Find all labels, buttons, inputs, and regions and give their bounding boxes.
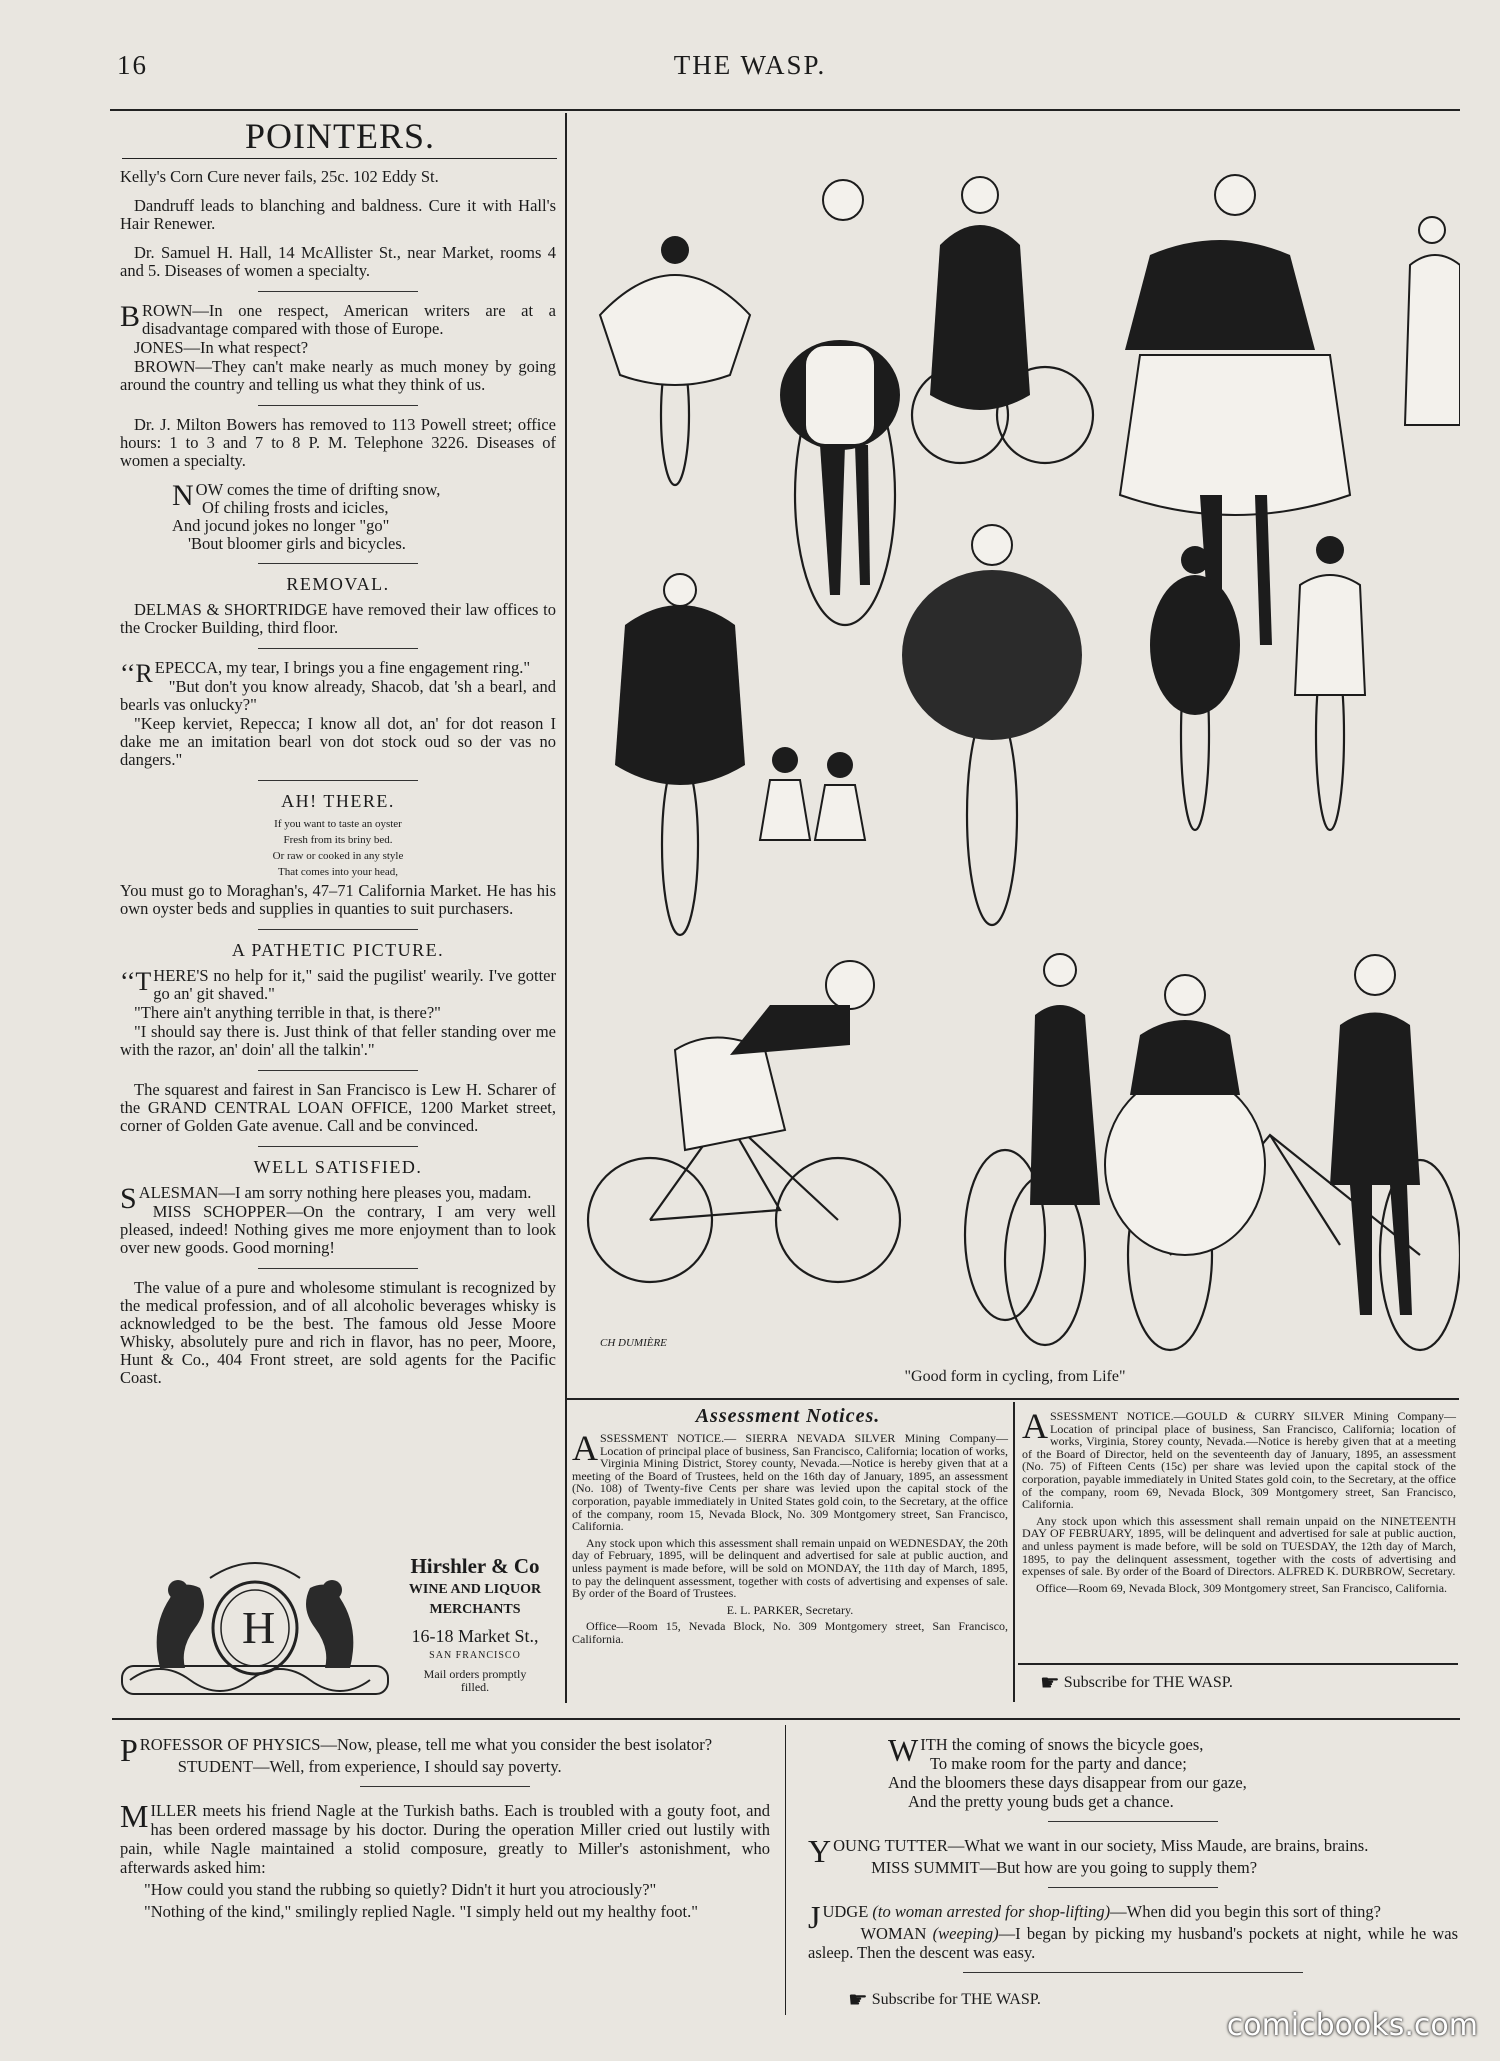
- illustration-drawing: [580, 115, 1460, 1395]
- verse-line: To make room for the party and dance;: [930, 1754, 1187, 1773]
- satisfied-joke-2: MISS SCHOPPER—On the contrary, I am very well pleased, indeed! Nothing gives me more enjoyment than to look over new goods. Good morning!: [120, 1202, 556, 1257]
- subscribe-line-2: ☛ Subscribe for THE WASP.: [848, 1987, 1041, 2012]
- assessment-title: Assessment Notices.: [695, 1405, 881, 1427]
- physics-joke-1: PROFESSOR OF PHYSICS—Now, please, tell me what you consider the best isolator?: [120, 1732, 713, 1768]
- separator: [258, 291, 418, 292]
- drop-cap: P: [120, 1732, 138, 1768]
- separator: [1048, 1887, 1218, 1888]
- hirshler-city: SAN FRANCISCO: [429, 1650, 521, 1661]
- tutter-joke-1: YOUNG TUTTER—What we want in our society, Miss Maude, are brains, brains.: [808, 1833, 1369, 1869]
- drop-cap: J: [808, 1899, 821, 1935]
- verse-line: Of chiling frosts and icicles,: [202, 498, 389, 517]
- physics-joke-2: STUDENT—Well, from experience, I should say poverty.: [177, 1757, 562, 1776]
- brown-joke-3: BROWN—They can't make nearly as much money by going around the country and telling us what they think of us.: [120, 357, 556, 394]
- drop-cap: S: [120, 1182, 137, 1215]
- hirshler-line2: MERCHANTS: [429, 1602, 521, 1617]
- subscribe-line-1: ☛ Subscribe for THE WASP.: [1040, 1670, 1233, 1695]
- satisfied-joke-1: SALESMAN—I am sorry nothing here pleases you, madam.: [120, 1182, 532, 1215]
- verse-line: And the pretty young buds get a chance.: [908, 1792, 1174, 1811]
- gould-office: Office—Room 69, Nevada Block, 309 Montgomery street, San Francisco, California.: [1036, 1580, 1448, 1595]
- judge-joke-2: WOMAN (weeping)—I began by picking my husband's pockets at night, while he was asleep. Then the descent was easy.: [808, 1924, 1459, 1962]
- pointers-title: POINTERS.: [244, 116, 436, 156]
- hirshler-ad: [120, 1548, 560, 1708]
- bottom-left-column: [120, 1732, 770, 1930]
- separator: [258, 405, 418, 406]
- verse-line: And the bloomers these days disappear from our gaze,: [888, 1773, 1247, 1792]
- verse-line: And jocund jokes no longer "go": [172, 516, 390, 535]
- pointers-title-rule: [122, 158, 557, 159]
- gould-notice: ASSESSMENT NOTICE.—GOULD & CURRY SILVER Mining Company—Location of principal place of business, San Francisco, California; location of works, Virginia, Storey county, Nevada.—Notice is hereby given that at a meeting of the Board of Director, held on the seventeenth day of January, 1895, an assessment (No. 75) of Fifteen Cents (15c) per share was levied upon the capital stock of the corporation, payable immediately in United States gold coin, to the Secretary, at the office of the company, room 69, Nevada Block, 309 Montgomery street, San Francisco, California. Any stock upon which this assessment shall remain unpaid on the NINETEENTH DAY OF FEBRUARY, 1895, will be delinquent and advertised for sale at public auction, and unless payment is made before, will be sold on TUESDAY, the 12th day of March, 1895, to pay the delinquent assessment, together with the costs of advertising and expenses of sale. By order of the Board of Directors. ALFRED K. DURBROW, Secretary. Office—Room 69, Nevada Block, 309 Montgomery street, San Francisco, California.: [1022, 1406, 1456, 1595]
- sierra-office: Office—Room 15, Nevada Block, No. 309 Montgomery street, San Francisco, California.: [572, 1619, 1008, 1646]
- brown-joke-1: BROWN—In one respect, American writers are at a disadvantage compared with those of Europe.: [120, 300, 556, 338]
- pointing-hand-icon: ☛: [1040, 1670, 1060, 1695]
- hall-ad: Dr. Samuel H. Hall, 14 McAllister St., near Market, rooms 4 and 5. Diseases of women a specialty.: [120, 243, 556, 280]
- corn-ad: Kelly's Corn Cure never fails, 25c. 102 Eddy St.: [120, 167, 439, 186]
- separator: [258, 929, 418, 930]
- svg-text:H: H: [242, 1602, 276, 1653]
- separator: [258, 1146, 418, 1147]
- rebecca-joke-3: "Keep kerviet, Repecca; I know all dot, an' for dot reason I dake me an imitation bearl von dot stock oud so der vas no dangers.": [120, 714, 556, 769]
- pointers-column: [120, 168, 556, 1398]
- artist-signature: CH DUMIÈRE: [600, 1337, 667, 1349]
- brown-joke-2: JONES—In what respect?: [134, 338, 309, 357]
- miller-joke-1: MILLER meets his friend Nagle at the Turkish baths. Each is troubled with a gouty foot, and has been ordered massage by his doctor. During the operation Miller cried out lustily with pain, while Nagle maintained a stolid composure, greatly to Miller's astonishment, who afterwards asked him:: [120, 1798, 770, 1877]
- running-title: THE WASP.: [673, 50, 827, 80]
- pointing-hand-icon: ☛: [848, 1987, 868, 2012]
- rebecca-joke-1: ‘‘R EPECCA, my tear, I brings you a fine engagement ring.": [120, 658, 531, 688]
- bottom-divider: [785, 1725, 786, 2015]
- judge-joke-1: JUDGE (to woman arrested for shop-lifting)—When did you begin this sort of thing?: [808, 1899, 1381, 1935]
- snow-verse: NOW comes the time of drifting snow, Of chiling frosts and icicles, And jocund jokes no longer "go" 'Bout bloomer girls and bicycles.: [120, 481, 556, 553]
- drop-cap: Y: [808, 1833, 832, 1869]
- tutter-joke-2: MISS SUMMIT—But how are you going to supply them?: [871, 1858, 1258, 1877]
- scharer-ad: The squarest and fairest in San Francisco is Lew H. Scharer of the GRAND CENTRAL LOAN OFFICE, 1200 Market street, corner of Golden Gate avenue. Call and be convinced.: [120, 1080, 556, 1135]
- verse-line: 'Bout bloomer girls and bicycles.: [188, 534, 406, 553]
- drop-cap: A: [1022, 1406, 1048, 1446]
- bicycle-verse: WITH the coming of snows the bicycle goes, To make room for the party and dance; And the bloomers these days disappear from our gaze, And the pretty young buds get a chance.: [808, 1735, 1458, 1811]
- separator: [258, 563, 418, 564]
- rebecca-joke-2: "But don't you know already, Shacob, dat 'sh a bearl, and bearls vas onlucky?": [120, 677, 556, 714]
- miller-joke-2: "How could you stand the rubbing so quietly? Didn't it hurt you atrociously?": [144, 1880, 657, 1899]
- assessment-top-rule: [567, 1398, 1459, 1400]
- gould-delinquent: Any stock upon which this assessment shall remain unpaid on the NINETEENTH DAY OF FEBRUARY, 1895, will be delinquent and advertised for sale at public auction, and unless payment is made before, will be sold on TUESDAY, the 12th day of March, 1895, to pay the delinquent assessment, together with the costs of advertising and expenses of sale. By order of the Board of Directors. ALFRED K. DURBROW, Secretary.: [1022, 1513, 1456, 1579]
- whisky-ad: The value of a pure and wholesome stimulant is recognized by the medical profession, and of all alcoholic beverages whisky is acknowledged to be the best. The famous old Jesse Moore Whisky, absolutely pure and rich in flavor, has no peer, Moore, Hunt & Co., 404 Front street, are sold agents for the Pacific Coast.: [120, 1278, 556, 1387]
- separator: [1048, 1821, 1218, 1822]
- bottom-top-rule: [112, 1718, 1460, 1720]
- sierra-delinquent: Any stock upon which this assessment shall remain unpaid on WEDNESDAY, the 20th day of February, 1895, will be delinquent and advertised for sale at public auction, and unless payment is made before, will be sold on MONDAY, the 11th day of March, 1895, to pay the delinquent assessment, together with costs of advertising and expenses of sale. By order of the Board of Trustees.: [572, 1535, 1008, 1601]
- miller-joke-3: "Nothing of the kind," smilingly replied Nagle. "I simply held out my healthy foot.": [144, 1902, 698, 1921]
- sierra-signature: E. L. PARKER, Secretary.: [726, 1602, 854, 1617]
- bottom-right-column: [808, 1732, 1459, 2013]
- dandruff-ad: Dandruff leads to blanching and baldness. Cure it with Hall's Hair Renewer.: [120, 196, 556, 233]
- pathetic-heading: A PATHETIC PICTURE.: [231, 940, 445, 960]
- removal-body: DELMAS & SHORTRIDGE have removed their law offices to the Crocker Building, third floor.: [120, 600, 556, 637]
- separator: [258, 780, 418, 781]
- pathetic-joke-3: "I should say there is. Just think of that feller standing over me with the razor, an' doin' all the talkin'.": [120, 1022, 556, 1059]
- crest-icon: [120, 1548, 390, 1708]
- bowers-ad: Dr. J. Milton Bowers has removed to 113 Powell street; office hours: 1 to 3 and 7 to 8 P. M. Telephone 3226. Diseases of women a specialty.: [120, 415, 556, 470]
- separator: [360, 1786, 530, 1787]
- hirshler-line1: WINE AND LIQUOR: [408, 1582, 542, 1597]
- column-divider: [565, 113, 567, 1703]
- separator: [258, 648, 418, 649]
- hirshler-mail: Mail orders promptly filled.: [423, 1667, 527, 1694]
- removal-heading: REMOVAL.: [286, 574, 390, 594]
- separator: [258, 1268, 418, 1269]
- watermark: comicbooks.com: [1226, 2008, 1478, 2043]
- drop-cap: W: [888, 1732, 919, 1768]
- pathetic-joke-1: ‘‘T HERE'S no help for it," said the pugilist' wearily. I've gotter go an' git shaved.": [120, 966, 556, 1003]
- verse-line: That comes into your head,: [277, 866, 399, 878]
- drop-cap: A: [572, 1428, 598, 1468]
- subscribe-rule: [1018, 1663, 1458, 1665]
- verse-line: Fresh from its briny bed.: [283, 834, 393, 846]
- drop-cap: M: [120, 1798, 149, 1834]
- assessment-divider: [1013, 1402, 1015, 1702]
- satisfied-heading: WELL SATISFIED.: [253, 1157, 423, 1177]
- drop-cap: B: [120, 300, 141, 333]
- verse-line: If you want to taste an oyster: [274, 818, 402, 830]
- illustration-caption: "Good form in cycling, from Life": [904, 1368, 1126, 1385]
- drop-cap: ‘‘R: [120, 659, 153, 688]
- hirshler-address: 16-18 Market St.,: [411, 1626, 539, 1646]
- hirshler-name: Hirshler & Co: [410, 1554, 540, 1578]
- drop-cap: N: [172, 479, 194, 512]
- cycling-illustration: [580, 115, 1460, 1395]
- separator: [963, 1972, 1303, 1973]
- drop-cap: ‘‘T: [120, 967, 152, 996]
- oyster-ad: You must go to Moraghan's, 47–71 California Market. He has his own oyster beds and supplies in quanties to suit purchasers.: [120, 881, 556, 918]
- header-rule: [110, 109, 1460, 111]
- sierra-notice: ASSESSMENT NOTICE.— SIERRA NEVADA SILVER Mining Company—Location of principal place of business, San Francisco, California; location of works, Virginia Mining District, Storey county, Nevada.—Notice is hereby given that at a meeting of the Board of Trustees, held on the 16th day of January, 1895, an assessment (No. 108) of Twenty-five Cents per share was levied upon the capital stock of the corporation, payable immediately in United States gold coin, to the Secretary, at the office of the company, room 15, Nevada Block, No. 309 Montgomery street, San Francisco, California. Any stock upon which this assessment shall remain unpaid on WEDNESDAY, the 20th day of February, 1895, will be delinquent and advertised for sale at public auction, and unless payment is made before, will be sold on MONDAY, the 11th day of March, 1895, to pay the delinquent assessment, together with costs of advertising and expenses of sale. By order of the Board of Trustees. E. L. PARKER, Secretary. Office—Room 15, Nevada Block, No. 309 Montgomery street, San Francisco, California.: [572, 1428, 1008, 1646]
- separator: [258, 1070, 418, 1071]
- pathetic-joke-2: "There ain't anything terrible in that, is there?": [134, 1003, 441, 1022]
- page-number: 16: [117, 50, 148, 80]
- ah-there-heading: AH! THERE.: [281, 791, 395, 811]
- verse-line: Or raw or cooked in any style: [272, 850, 404, 862]
